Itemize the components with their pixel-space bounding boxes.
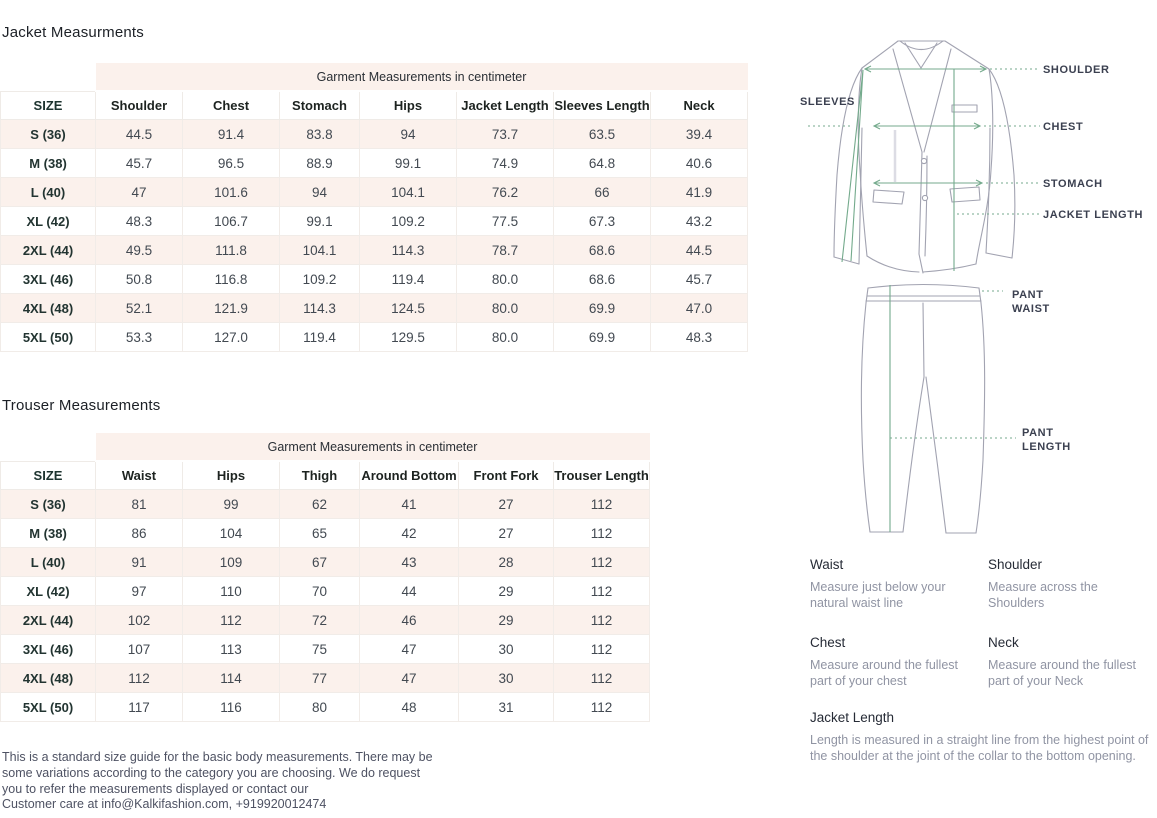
guide-item-desc: Measure around the fullest part of your Neck: [988, 657, 1137, 688]
jacket-section-title: Jacket Measurments: [2, 24, 144, 41]
table-row: [1, 664, 650, 693]
value-cell: 114.3: [360, 236, 457, 265]
band-spacer: [1, 63, 96, 91]
value-cell: 104: [183, 519, 280, 548]
value-cell: 99: [183, 490, 280, 519]
table-row: [1, 635, 650, 664]
table-row: [1, 490, 650, 519]
value-cell: 40.6: [651, 149, 748, 178]
size-cell: XL (42): [1, 577, 96, 606]
value-cell: 116.8: [183, 265, 280, 294]
value-cell: 124.5: [360, 294, 457, 323]
value-cell: 65: [280, 519, 360, 548]
trouser-section-title: Trouser Measurements: [2, 397, 161, 414]
value-cell: 109: [183, 548, 280, 577]
column-header: Stomach: [280, 91, 360, 120]
value-cell: 27: [459, 519, 554, 548]
value-cell: 109.2: [280, 265, 360, 294]
measurement-lines: [808, 66, 1040, 532]
value-cell: 102: [96, 606, 183, 635]
trousers-outline-drawing: [861, 285, 984, 534]
value-cell: 104.1: [360, 178, 457, 207]
guide-item-desc: Measure around the fullest part of your chest: [810, 657, 959, 688]
pant-waist-label: PANT WAIST: [1012, 289, 1050, 315]
guide-item-title: Neck: [988, 634, 1019, 650]
column-header: Thigh: [280, 461, 360, 490]
value-cell: 76.2: [457, 178, 554, 207]
column-header: Front Fork: [459, 461, 554, 490]
guide-item-jacket-length: [810, 710, 1157, 765]
size-column-header: SIZE: [1, 91, 96, 120]
value-cell: 63.5: [554, 120, 651, 149]
table-row: [1, 519, 650, 548]
value-cell: 42: [360, 519, 459, 548]
value-cell: 107: [96, 635, 183, 664]
value-cell: 45.7: [96, 149, 183, 178]
value-cell: 29: [459, 577, 554, 606]
size-guide-disclaimer: [2, 750, 442, 813]
chest-label: CHEST: [1043, 121, 1084, 133]
value-cell: 112: [554, 606, 650, 635]
value-cell: 112: [554, 664, 650, 693]
table-row: [1, 577, 650, 606]
guide-item-desc: Length is measured in a straight line from the highest point of the shoulder at the joint of the collar to the bottom opening.: [810, 733, 1149, 764]
value-cell: 78.7: [457, 236, 554, 265]
value-cell: 116: [183, 693, 280, 722]
column-header: Trouser Length: [554, 461, 650, 490]
value-cell: 62: [280, 490, 360, 519]
value-cell: 112: [554, 519, 650, 548]
value-cell: 127.0: [183, 323, 280, 352]
size-cell: XL (42): [1, 207, 96, 236]
value-cell: 91.4: [183, 120, 280, 149]
table-row: [1, 207, 748, 236]
value-cell: 47.0: [651, 294, 748, 323]
value-cell: 112: [554, 490, 650, 519]
value-cell: 80.0: [457, 265, 554, 294]
table-row: [1, 323, 748, 352]
value-cell: 67: [280, 548, 360, 577]
value-cell: 52.1: [96, 294, 183, 323]
value-cell: 112: [554, 635, 650, 664]
column-header: Waist: [96, 461, 183, 490]
value-cell: 53.3: [96, 323, 183, 352]
value-cell: 39.4: [651, 120, 748, 149]
size-cell: M (38): [1, 149, 96, 178]
column-header: Around Bottom: [360, 461, 459, 490]
size-cell: 5XL (50): [1, 693, 96, 722]
size-cell: 5XL (50): [1, 323, 96, 352]
size-cell: L (40): [1, 178, 96, 207]
jacket-measurements-table: [0, 63, 748, 352]
size-cell: 4XL (48): [1, 294, 96, 323]
value-cell: 49.5: [96, 236, 183, 265]
value-cell: 104.1: [280, 236, 360, 265]
value-cell: 112: [554, 548, 650, 577]
value-cell: 81: [96, 490, 183, 519]
disclaimer-line: some variations according to the category you are choosing. We do request: [2, 765, 421, 780]
guide-item-shoulder: [988, 557, 1157, 612]
guide-item-waist: [810, 557, 988, 612]
column-header: Shoulder: [96, 91, 183, 120]
size-cell: M (38): [1, 519, 96, 548]
size-cell: 4XL (48): [1, 664, 96, 693]
table-row: [1, 548, 650, 577]
value-cell: 75: [280, 635, 360, 664]
value-cell: 83.8: [280, 120, 360, 149]
value-cell: 112: [183, 606, 280, 635]
value-cell: 41: [360, 490, 459, 519]
value-cell: 129.5: [360, 323, 457, 352]
value-cell: 46: [360, 606, 459, 635]
value-cell: 99.1: [360, 149, 457, 178]
guide-item-title: Shoulder: [988, 557, 1043, 572]
value-cell: 106.7: [183, 207, 280, 236]
value-cell: 68.6: [554, 236, 651, 265]
value-cell: 119.4: [360, 265, 457, 294]
table-row: [1, 693, 650, 722]
guide-item-title: Waist: [810, 557, 844, 572]
column-header: Sleeves Length: [554, 91, 651, 120]
value-cell: 88.9: [280, 149, 360, 178]
value-cell: 96.5: [183, 149, 280, 178]
value-cell: 30: [459, 664, 554, 693]
value-cell: 70: [280, 577, 360, 606]
value-cell: 45.7: [651, 265, 748, 294]
value-cell: 114.3: [280, 294, 360, 323]
guide-item-desc: Measure across the Shoulders: [988, 580, 1098, 611]
value-cell: 31: [459, 693, 554, 722]
sleeves-label: SLEEVES: [800, 96, 855, 108]
value-cell: 117: [96, 693, 183, 722]
value-cell: 27: [459, 490, 554, 519]
column-header: Chest: [183, 91, 280, 120]
value-cell: 110: [183, 577, 280, 606]
band-spacer: [1, 433, 96, 461]
value-cell: 48.3: [96, 207, 183, 236]
value-cell: 48.3: [651, 323, 748, 352]
stomach-label: STOMACH: [1043, 178, 1103, 190]
value-cell: 113: [183, 635, 280, 664]
value-cell: 77: [280, 664, 360, 693]
value-cell: 41.9: [651, 178, 748, 207]
size-cell: 2XL (44): [1, 606, 96, 635]
value-cell: 50.8: [96, 265, 183, 294]
value-cell: 101.6: [183, 178, 280, 207]
value-cell: 77.5: [457, 207, 554, 236]
size-cell: S (36): [1, 120, 96, 149]
value-cell: 114: [183, 664, 280, 693]
table-band-label: Garment Measurements in centimeter: [96, 63, 748, 91]
value-cell: 43: [360, 548, 459, 577]
table-row: [1, 178, 748, 207]
disclaimer-line: Customer care at info@Kalkifashion.com, +919920012474: [2, 797, 327, 812]
shoulder-label: SHOULDER: [1043, 64, 1110, 76]
size-cell: 3XL (46): [1, 635, 96, 664]
measure-guide: [810, 557, 1157, 765]
value-cell: 80.0: [457, 323, 554, 352]
value-cell: 66: [554, 178, 651, 207]
value-cell: 44.5: [96, 120, 183, 149]
value-cell: 109.2: [360, 207, 457, 236]
value-cell: 112: [554, 577, 650, 606]
value-cell: 44.5: [651, 236, 748, 265]
column-header: Jacket Length: [457, 91, 554, 120]
value-cell: 94: [280, 178, 360, 207]
value-cell: 67.3: [554, 207, 651, 236]
value-cell: 43.2: [651, 207, 748, 236]
value-cell: 91: [96, 548, 183, 577]
table-row: [1, 236, 748, 265]
value-cell: 74.9: [457, 149, 554, 178]
value-cell: 73.7: [457, 120, 554, 149]
size-column-header: SIZE: [1, 461, 96, 490]
table-row: [1, 265, 748, 294]
size-cell: 2XL (44): [1, 236, 96, 265]
value-cell: 111.8: [183, 236, 280, 265]
guide-item-desc: Measure just below your natural waist line: [810, 580, 946, 611]
guide-item-neck: [988, 635, 1157, 690]
value-cell: 47: [360, 635, 459, 664]
value-cell: 47: [360, 664, 459, 693]
value-cell: 80.0: [457, 294, 554, 323]
value-cell: 94: [360, 120, 457, 149]
value-cell: 64.8: [554, 149, 651, 178]
value-cell: 72: [280, 606, 360, 635]
value-cell: 97: [96, 577, 183, 606]
value-cell: 47: [96, 178, 183, 207]
value-cell: 29: [459, 606, 554, 635]
value-cell: 48: [360, 693, 459, 722]
disclaimer-line: you to refer the measurements displayed or contact our: [2, 781, 309, 796]
column-header: Hips: [360, 91, 457, 120]
guide-item-title: Jacket Length: [810, 710, 895, 725]
value-cell: 69.9: [554, 294, 651, 323]
table-row: [1, 149, 748, 178]
size-cell: S (36): [1, 490, 96, 519]
value-cell: 28: [459, 548, 554, 577]
value-cell: 99.1: [280, 207, 360, 236]
table-row: [1, 606, 650, 635]
guide-item-chest: [810, 635, 988, 690]
value-cell: 30: [459, 635, 554, 664]
value-cell: 86: [96, 519, 183, 548]
value-cell: 119.4: [280, 323, 360, 352]
size-cell: L (40): [1, 548, 96, 577]
value-cell: 69.9: [554, 323, 651, 352]
value-cell: 112: [96, 664, 183, 693]
column-header: Neck: [651, 91, 748, 120]
size-cell: 3XL (46): [1, 265, 96, 294]
table-band-label: Garment Measurements in centimeter: [96, 433, 650, 461]
table-row: [1, 120, 748, 149]
value-cell: 44: [360, 577, 459, 606]
column-header: Hips: [183, 461, 280, 490]
jacket-outline-drawing: [834, 41, 1015, 273]
trouser-measurements-table: [0, 433, 650, 722]
value-cell: 112: [554, 693, 650, 722]
value-cell: 68.6: [554, 265, 651, 294]
jacket-length-label: JACKET LENGTH: [1043, 209, 1144, 221]
value-cell: 80: [280, 693, 360, 722]
guide-item-title: Chest: [810, 634, 846, 650]
table-row: [1, 294, 748, 323]
disclaimer-line: This is a standard size guide for the basic body measurements. There may be: [2, 750, 433, 764]
pant-length-label: PANT LENGTH: [1022, 427, 1071, 453]
value-cell: 121.9: [183, 294, 280, 323]
